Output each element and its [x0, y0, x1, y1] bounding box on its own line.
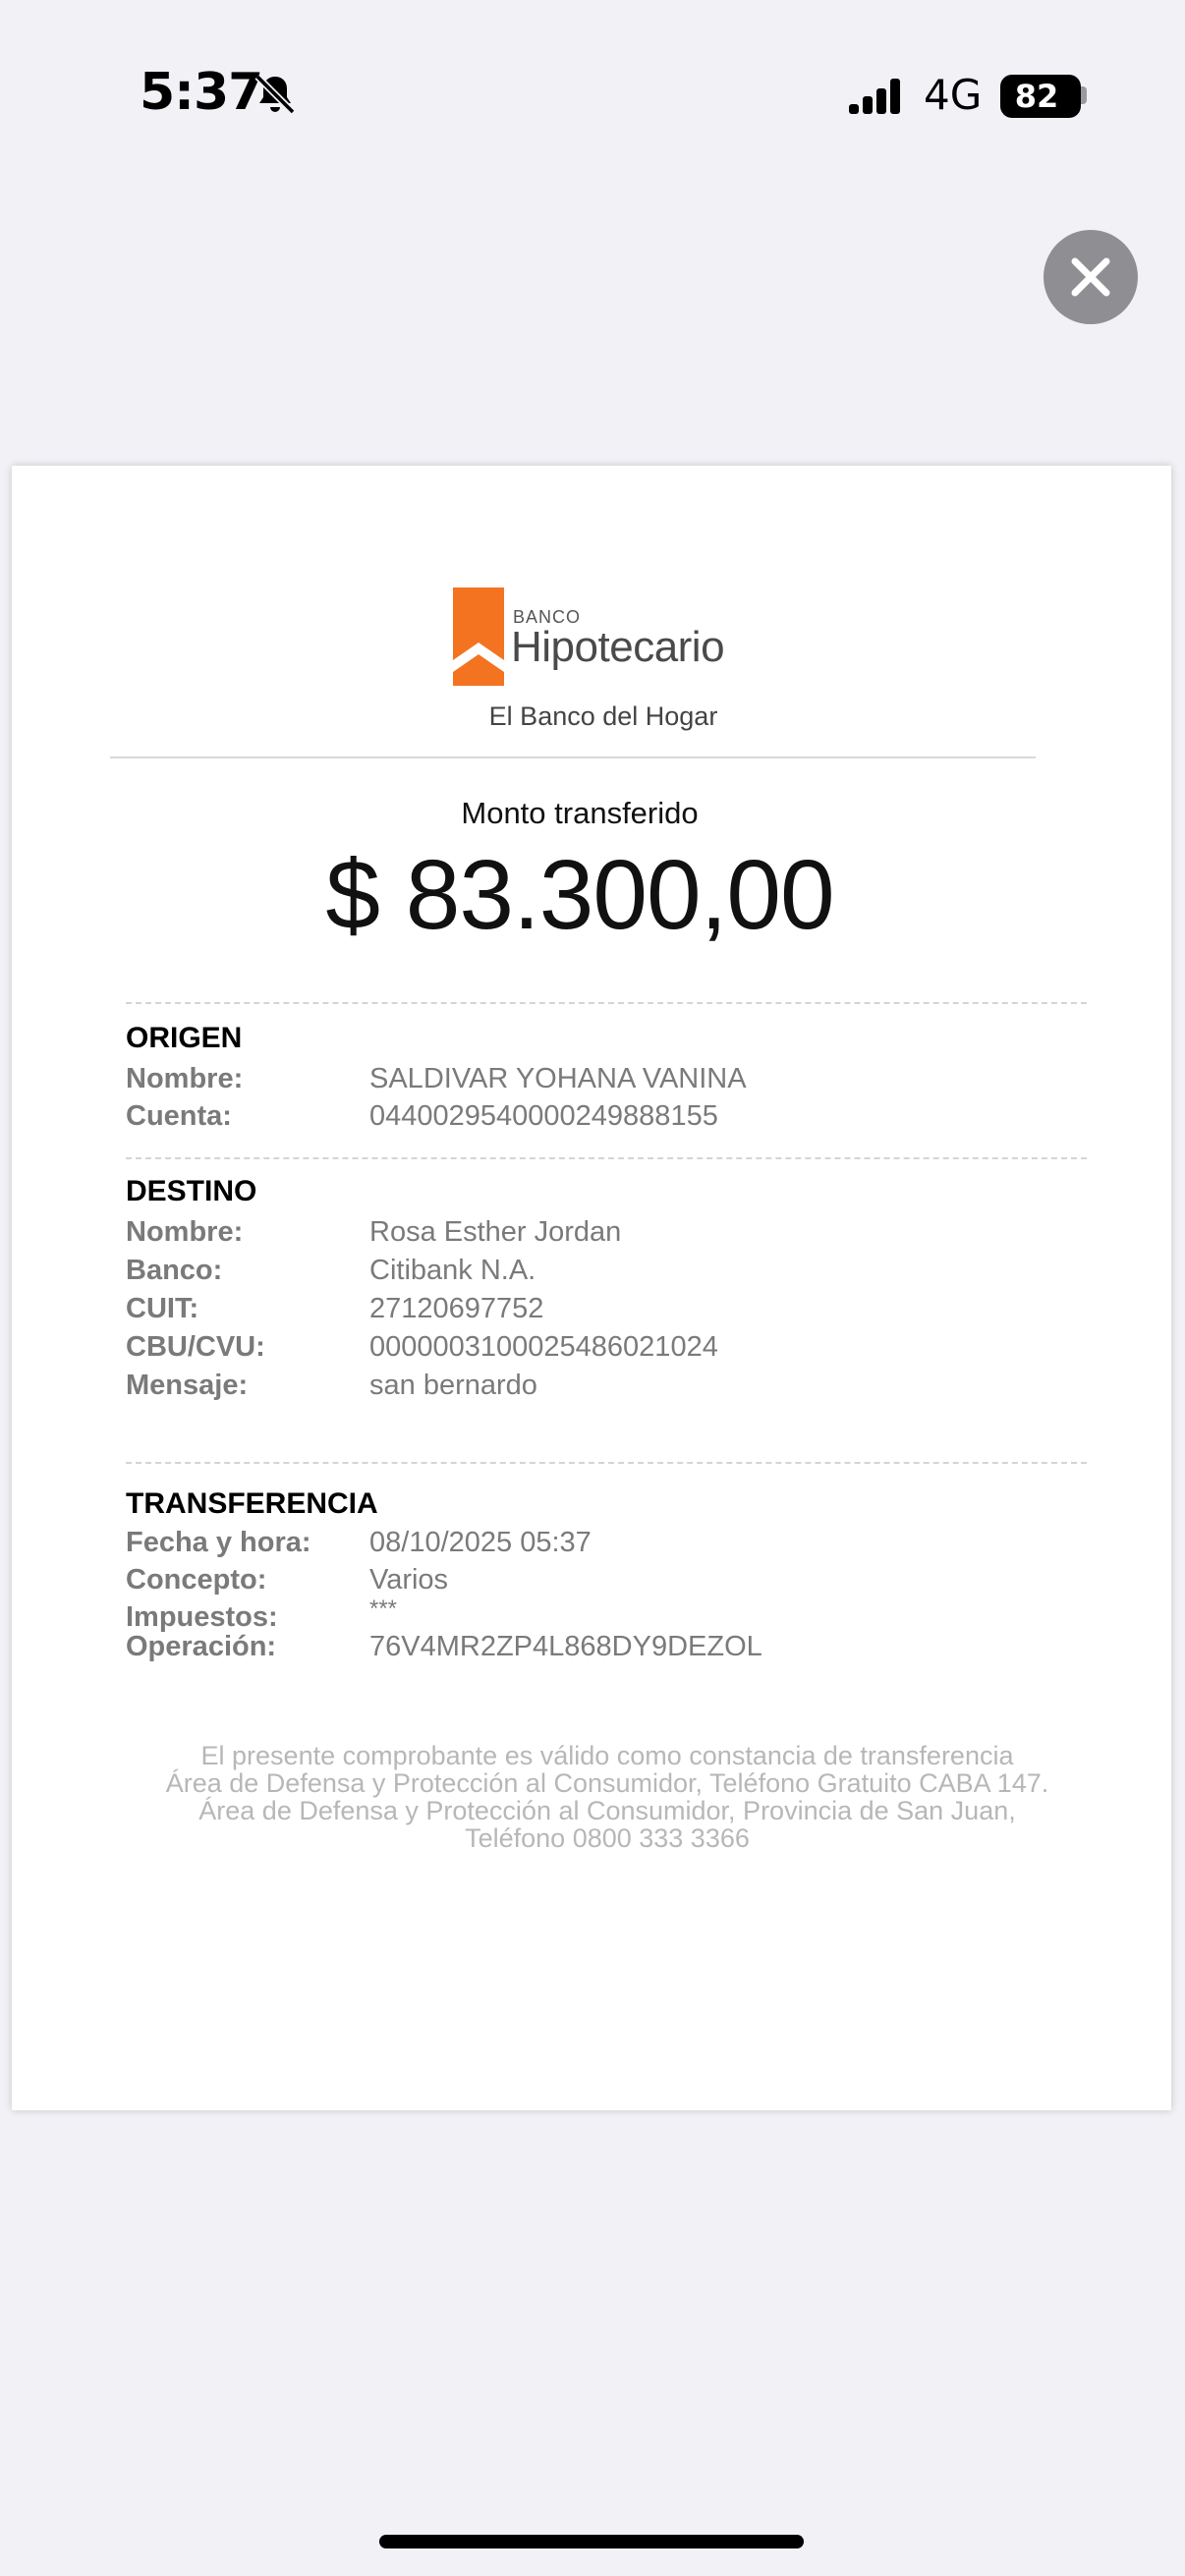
destination-message-value: san bernardo — [369, 1370, 537, 1401]
transfer-date-value: 08/10/2025 05:37 — [369, 1527, 592, 1558]
transfer-concept-value: Varios — [369, 1564, 449, 1596]
transfer-title: TRANSFERENCIA — [126, 1487, 378, 1520]
destination-cbu-label: CBU/CVU: — [126, 1331, 265, 1363]
header-divider — [110, 756, 1036, 758]
amount-value: $ 83.300,00 — [325, 840, 834, 950]
footer-disclaimer-line: Área de Defensa y Protección al Consumidor, Provincia de San Juan, — [198, 1796, 1016, 1825]
footer-disclaimer-line: Área de Defensa y Protección al Consumidor, Teléfono Gratuito CABA 147. — [165, 1768, 1049, 1798]
transfer-date-label: Fecha y hora: — [126, 1527, 311, 1558]
close-icon — [1069, 255, 1112, 299]
amount-label: Monto transferido — [461, 796, 699, 830]
status-time: 5:37 — [140, 63, 263, 122]
network-type: 4G — [924, 71, 983, 119]
transfer-receipt — [12, 466, 1171, 2110]
close-button[interactable] — [1044, 230, 1138, 324]
section-divider — [126, 1462, 1087, 1464]
origin-name-value: SALDIVAR YOHANA VANINA — [369, 1063, 747, 1094]
logo-banco-text: BANCO — [513, 607, 582, 627]
transfer-operation-value: 76V4MR2ZP4L868DY9DEZOL — [369, 1631, 762, 1662]
status-bar — [0, 0, 1185, 196]
destination-title: DESTINO — [126, 1175, 257, 1207]
logo-slogan: El Banco del Hogar — [488, 701, 718, 731]
bank-logo-icon — [453, 588, 504, 686]
logo-bank-name: Hipotecario — [511, 623, 725, 671]
origin-account-label: Cuenta: — [126, 1100, 232, 1132]
signal-bars-icon — [847, 75, 908, 118]
destination-cuit-label: CUIT: — [126, 1293, 199, 1324]
destination-cbu-value: 0000003100025486021024 — [369, 1331, 718, 1363]
origin-account-value: 0440029540000249888155 — [369, 1100, 718, 1132]
transfer-concept-label: Concepto: — [126, 1564, 267, 1596]
destination-name-label: Nombre: — [126, 1216, 244, 1248]
section-divider — [126, 1157, 1087, 1159]
transfer-operation-label: Operación: — [126, 1631, 277, 1662]
destination-message-label: Mensaje: — [126, 1370, 249, 1401]
transfer-taxes-value: *** — [369, 1596, 398, 1622]
destination-cuit-value: 27120697752 — [369, 1293, 544, 1324]
origin-name-label: Nombre: — [126, 1063, 244, 1094]
home-indicator[interactable] — [379, 2535, 804, 2548]
footer-disclaimer-line: El presente comprobante es válido como constancia de transferencia — [200, 1741, 1014, 1770]
destination-bank-value: Citibank N.A. — [369, 1255, 536, 1286]
origin-title: ORIGEN — [126, 1022, 243, 1054]
battery-nub — [1081, 86, 1087, 104]
destination-bank-label: Banco: — [126, 1255, 223, 1286]
destination-name-value: Rosa Esther Jordan — [369, 1216, 622, 1248]
footer-disclaimer-line: Teléfono 0800 333 3366 — [465, 1823, 750, 1853]
section-divider — [126, 1002, 1087, 1004]
battery-level: 82 — [1014, 78, 1059, 115]
bell-slash-icon — [252, 71, 299, 118]
battery-icon — [1000, 75, 1081, 118]
transfer-taxes-label: Impuestos: — [126, 1601, 278, 1633]
